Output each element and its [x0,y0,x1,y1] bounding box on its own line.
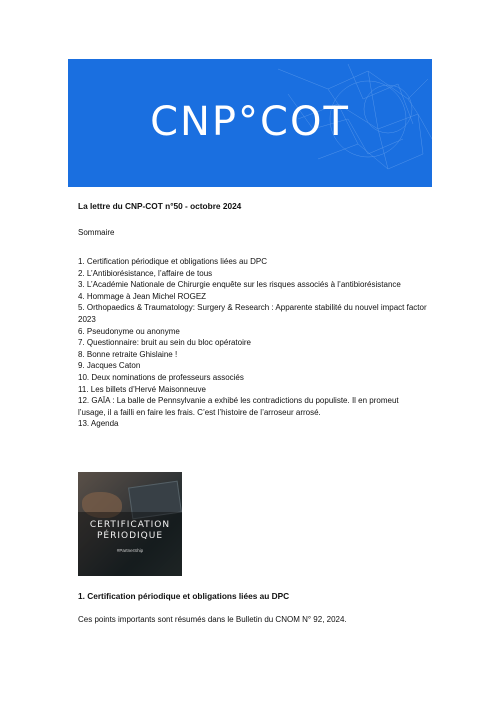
header-banner [68,59,432,187]
toc-item[interactable]: 9. Jacques Caton [78,361,141,371]
toc-item[interactable]: 8. Bonne retraite Ghislaine ! [78,349,178,359]
toc-item[interactable]: 3. L’Académie Nationale de Chirurgie enquête sur les risques associés à l’antibiorésistance [78,280,401,290]
section-paragraph: Ces points importants sont résumés dans le Bulletin du CNOM N° 92, 2024. [78,615,347,624]
toc-item[interactable]: 5. Orthopaedics & Traumatology: Surgery & Research : Apparente stabilité du nouvel impact factor 2023 [78,303,427,324]
newsletter-title: La lettre du CNP-COT n°50 - octobre 2024 [78,201,242,211]
toc-item[interactable]: 12. GAÏA : La balle de Pennsylvanie a exhibé les contradictions du populiste. Il en promeut l’usage, il a failli en faire les frais. C’est l’histoire de l’arroseur arrosé. [78,396,399,417]
thumbnail-tag: #PartnerShip [116,548,144,553]
sommaire-label: Sommaire [78,228,115,237]
toc-item[interactable]: 2. L’Antibiorésistance, l’affaire de tous [78,268,213,278]
toc-item[interactable]: 10. Deux nominations de professeurs associés [78,372,244,382]
toc-item[interactable]: 13. Agenda [78,419,119,429]
toc-item[interactable]: 11. Les billets d’Hervé Maisonneuve [78,384,206,394]
certification-thumbnail [78,472,182,576]
thumbnail-caption-line2: PÉRIODIQUE [96,531,164,541]
thumbnail-caption-line1: CERTIFICATION [89,520,171,530]
table-of-contents [78,256,428,430]
toc-item[interactable]: 7. Questionnaire: bruit au sein du bloc opératoire [78,338,251,348]
toc-item[interactable]: 6. Pseudonyme ou anonyme [78,326,180,336]
toc-item[interactable]: 1. Certification périodique et obligations liées au DPC [78,257,267,266]
cnp-cot-logo: CNP°COT [150,99,350,145]
section-heading: 1. Certification périodique et obligations liées au DPC [78,591,290,601]
toc-item[interactable]: 4. Hommage à Jean Michel ROGEZ [78,291,207,301]
